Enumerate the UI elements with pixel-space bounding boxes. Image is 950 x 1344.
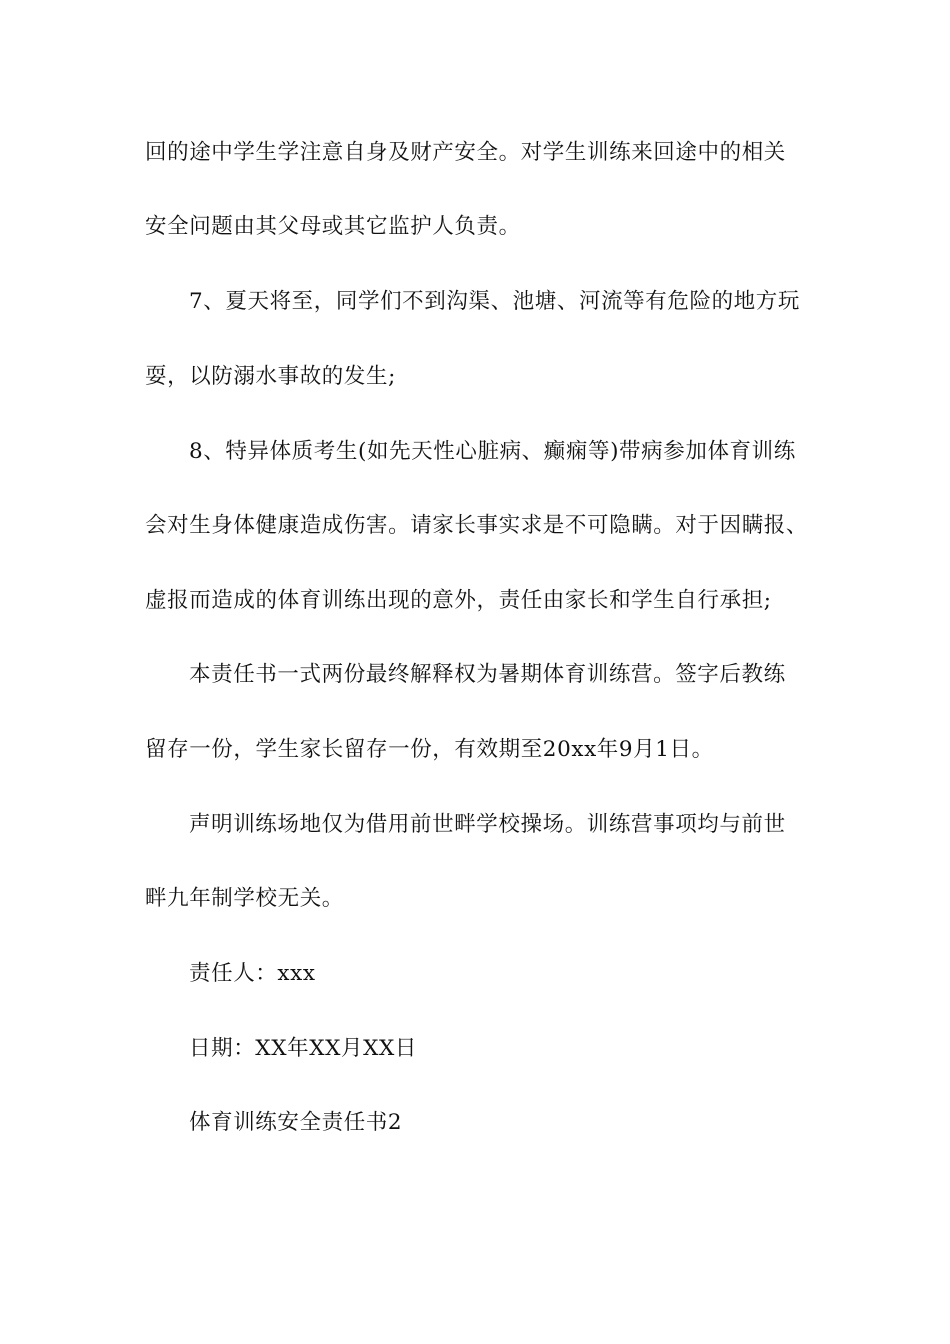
- paragraph-7-line-1: 7、夏天将至，同学们不到沟渠、池塘、河流等有危险的地方玩: [189, 289, 800, 314]
- paragraph-8-line-2: 会对生身体健康造成伤害。请家长事实求是不可隐瞒。对于因瞒报、: [145, 513, 809, 538]
- copies-paragraph-line-2: 留存一份，学生家长留存一份，有效期至20xx年9月1日。: [145, 737, 714, 762]
- date-line: 日期：XX年XX月XX日: [189, 1036, 418, 1061]
- responsible-person-line: 责任人：xxx: [189, 961, 316, 986]
- next-document-title: 体育训练安全责任书2: [189, 1110, 403, 1135]
- statement-paragraph-line-2: 畔九年制学校无关。: [145, 886, 344, 911]
- paragraph-6-line-2: 回的途中学生学注意自身及财产安全。对学生训练来回途中的相关: [145, 140, 786, 165]
- paragraph-6-line-3: 安全问题由其父母或其它监护人负责。: [145, 214, 521, 239]
- paragraph-8-line-1: 8、特异体质考生(如先天性心脏病、癫痫等)带病参加体育训练: [189, 439, 796, 464]
- statement-paragraph-line-1: 声明训练场地仅为借用前世畔学校操场。训练营事项均与前世: [189, 812, 786, 837]
- paragraph-7-line-2: 耍，以防溺水事故的发生;: [145, 364, 396, 389]
- paragraph-8-line-3: 虚报而造成的体育训练出现的意外，责任由家长和学生自行承担;: [145, 588, 772, 613]
- copies-paragraph-line-1: 本责任书一式两份最终解释权为暑期体育训练营。签字后教练: [189, 662, 786, 687]
